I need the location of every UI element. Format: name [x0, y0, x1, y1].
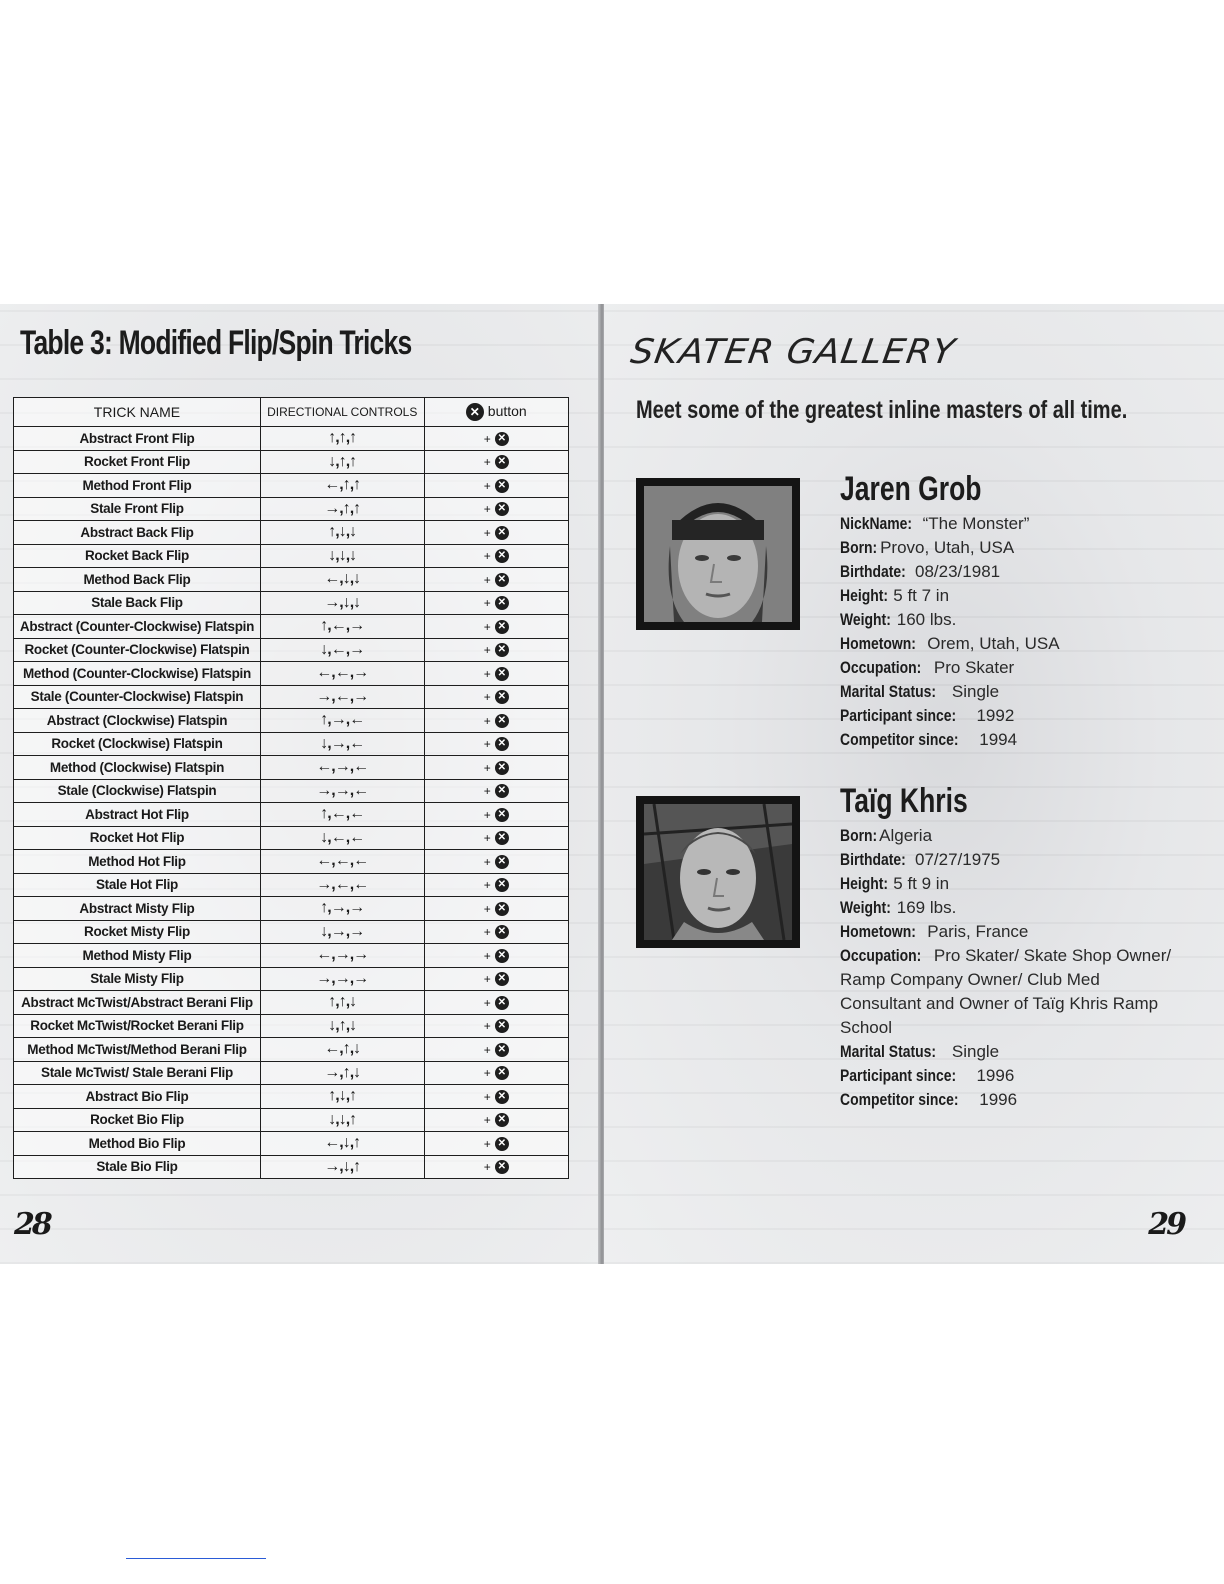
directional-controls-cell: ←,→,←: [260, 756, 424, 780]
tricks-table: [13, 397, 569, 1179]
plus-sign: +: [483, 502, 491, 517]
bio-field-label: Marital Status:: [840, 1042, 937, 1061]
trick-name-cell: Abstract McTwist/Abstract Berani Flip: [14, 991, 261, 1015]
button-cell: [424, 1155, 568, 1179]
skater-photo-taig-khris: [636, 796, 800, 948]
bio-field-value: 1992: [976, 706, 1015, 725]
plus-sign: +: [483, 1089, 491, 1104]
bio-field-label: Born:: [840, 826, 878, 845]
skater-bio-taig-khris: [840, 782, 1185, 1112]
bio-field: [840, 1088, 1185, 1112]
button-cell: [424, 732, 568, 756]
bio-fields: [840, 824, 1185, 1112]
bio-field: [840, 944, 1185, 1040]
plus-sign: +: [483, 525, 491, 540]
right-page: [604, 304, 1224, 1264]
table-row: [14, 897, 569, 921]
table-row: [14, 1061, 569, 1085]
bio-field-value: 1996: [976, 1066, 1015, 1085]
table-header-row: [14, 398, 569, 427]
directional-controls-cell: ↑,↑,↓: [260, 991, 424, 1015]
bio-field-label: Weight:: [840, 898, 891, 917]
skater-photo-jaren-grob: [636, 478, 800, 630]
button-cell: [424, 803, 568, 827]
plus-sign: +: [483, 643, 491, 658]
button-cell: [424, 850, 568, 874]
button-cell: [424, 521, 568, 545]
directional-controls-cell: ←,↑,↓: [260, 1038, 424, 1062]
table-row: [14, 967, 569, 991]
button-cell: [424, 1061, 568, 1085]
table-row: [14, 709, 569, 733]
directional-controls-cell: ↓,←,→: [260, 638, 424, 662]
bio-field-value: Single: [951, 1042, 1000, 1061]
trick-name-cell: Method Back Flip: [14, 568, 261, 592]
table-row: [14, 944, 569, 968]
trick-name-cell: Stale Back Flip: [14, 591, 261, 615]
table-row: [14, 873, 569, 897]
plus-sign: +: [483, 901, 491, 916]
header-button-label: button: [487, 402, 527, 419]
bio-field-value: 07/27/1975: [915, 850, 1001, 869]
button-cell: [424, 474, 568, 498]
header-button: [424, 398, 568, 427]
directional-controls-cell: →,↑,↓: [260, 1061, 424, 1085]
directional-controls-cell: ↓,↓,↓: [260, 544, 424, 568]
trick-name-cell: Method Bio Flip: [14, 1132, 261, 1156]
directional-controls-cell: ↑,←,←: [260, 803, 424, 827]
page-number-left: 28: [14, 1207, 50, 1242]
bio-field: [840, 920, 1185, 944]
button-cell: [424, 591, 568, 615]
trick-name-cell: Rocket Misty Flip: [14, 920, 261, 944]
directional-controls-cell: ↓,↑,↑: [260, 450, 424, 474]
plus-sign: +: [483, 596, 491, 611]
trick-name-cell: Abstract (Counter-Clockwise) Flatspin: [14, 615, 261, 639]
trick-name-cell: Stale Misty Flip: [14, 967, 261, 991]
plus-sign: +: [483, 549, 491, 564]
bio-field-label: Participant since:: [840, 1066, 957, 1085]
x-button-icon: ✕: [495, 902, 509, 916]
x-button-icon: ✕: [495, 643, 509, 657]
x-button-icon: ✕: [495, 455, 509, 469]
x-button-icon: ✕: [495, 573, 509, 587]
trick-name-cell: Stale McTwist/ Stale Berani Flip: [14, 1061, 261, 1085]
x-button-icon: ✕: [495, 737, 509, 751]
trick-name-cell: Abstract Misty Flip: [14, 897, 261, 921]
trick-name-cell: Method Front Flip: [14, 474, 261, 498]
portrait-image: [644, 804, 792, 940]
table-row: [14, 779, 569, 803]
button-cell: [424, 568, 568, 592]
bio-field: [840, 632, 1060, 656]
table-row: [14, 662, 569, 686]
directional-controls-cell: →,←,→: [260, 685, 424, 709]
plus-sign: +: [483, 737, 491, 752]
table-row: [14, 474, 569, 498]
trick-name-cell: Method (Counter-Clockwise) Flatspin: [14, 662, 261, 686]
bio-field: [840, 512, 1060, 536]
directional-controls-cell: ←,↓,↑: [260, 1132, 424, 1156]
plus-sign: +: [483, 807, 491, 822]
table-row: [14, 920, 569, 944]
table-row: [14, 826, 569, 850]
directional-controls-cell: →,↓,↑: [260, 1155, 424, 1179]
table-row: [14, 1085, 569, 1109]
table-row: [14, 638, 569, 662]
directional-controls-cell: ←,←,←: [260, 850, 424, 874]
plus-sign: +: [483, 478, 491, 493]
button-cell: [424, 638, 568, 662]
directional-controls-cell: ↓,↓,↑: [260, 1108, 424, 1132]
bio-field: [840, 704, 1060, 728]
page-number-right: 29: [1148, 1207, 1184, 1242]
trick-name-cell: Rocket McTwist/Rocket Berani Flip: [14, 1014, 261, 1038]
directional-controls-cell: ↓,↑,↓: [260, 1014, 424, 1038]
x-button-icon: ✕: [495, 549, 509, 563]
x-button-icon: ✕: [495, 596, 509, 610]
plus-sign: +: [483, 572, 491, 587]
skater-name: Taïg Khris: [840, 782, 968, 820]
gallery-intro: Meet some of the greatest inline masters of all time.: [636, 396, 1128, 424]
table-row: [14, 756, 569, 780]
plus-sign: +: [483, 760, 491, 775]
directional-controls-cell: ↑,↓,↓: [260, 521, 424, 545]
x-button-icon: ✕: [495, 690, 509, 704]
table-row: [14, 544, 569, 568]
button-cell: [424, 779, 568, 803]
bio-field-label: NickName:: [840, 514, 913, 533]
trick-name-cell: Method Hot Flip: [14, 850, 261, 874]
button-cell: [424, 544, 568, 568]
bio-field: [840, 656, 1060, 680]
x-button-icon: ✕: [495, 620, 509, 634]
table-row: [14, 1014, 569, 1038]
plus-sign: +: [483, 1066, 491, 1081]
button-cell: [424, 662, 568, 686]
bio-field: [840, 1040, 1185, 1064]
bio-field-label: Height:: [840, 586, 889, 605]
directional-controls-cell: ↑,←,→: [260, 615, 424, 639]
plus-sign: +: [483, 1160, 491, 1175]
x-button-icon: ✕: [466, 403, 484, 421]
plus-sign: +: [483, 854, 491, 869]
header-directional-controls: DIRECTIONAL CONTROLS: [260, 398, 424, 427]
x-button-icon: ✕: [495, 502, 509, 516]
directional-controls-cell: ↓,←,←: [260, 826, 424, 850]
bio-field-value: 1994: [979, 730, 1018, 749]
trick-name-cell: Stale (Clockwise) Flatspin: [14, 779, 261, 803]
x-button-icon: ✕: [495, 1043, 509, 1057]
button-cell: [424, 1085, 568, 1109]
tricks-table-body: [14, 427, 569, 1179]
bio-field: [840, 680, 1060, 704]
trick-name-cell: Abstract Hot Flip: [14, 803, 261, 827]
trick-name-cell: Method (Clockwise) Flatspin: [14, 756, 261, 780]
directional-controls-cell: ↑,↑,↑: [260, 427, 424, 451]
table-row: [14, 615, 569, 639]
bio-field-label: Participant since:: [840, 706, 957, 725]
bio-field-label: Weight:: [840, 610, 891, 629]
table-title: Table 3: Modified Flip/Spin Tricks: [20, 324, 412, 362]
trick-name-cell: Rocket Back Flip: [14, 544, 261, 568]
directional-controls-cell: ←,→,→: [260, 944, 424, 968]
table-row: [14, 591, 569, 615]
bio-field-value: Pro Skater: [933, 658, 1015, 677]
x-button-icon: ✕: [495, 1160, 509, 1174]
button-cell: [424, 1038, 568, 1062]
x-button-icon: ✕: [495, 432, 509, 446]
plus-sign: +: [483, 619, 491, 634]
x-button-icon: ✕: [495, 1137, 509, 1151]
plus-sign: +: [483, 455, 491, 470]
plus-sign: +: [483, 948, 491, 963]
bio-field-label: Height:: [840, 874, 889, 893]
trick-name-cell: Rocket Hot Flip: [14, 826, 261, 850]
bio-field: [840, 728, 1060, 752]
bio-field: [840, 560, 1060, 584]
plus-sign: +: [483, 1042, 491, 1057]
plus-sign: +: [483, 690, 491, 705]
bio-field-label: Competitor since:: [840, 1090, 959, 1109]
bio-field-label: Marital Status:: [840, 682, 937, 701]
bio-field-label: Birthdate:: [840, 850, 906, 869]
bio-field: [840, 608, 1060, 632]
bio-field: [840, 896, 1185, 920]
bio-field-value: “The Monster”: [922, 514, 1030, 533]
x-button-icon: ✕: [495, 479, 509, 493]
left-page: [0, 304, 600, 1264]
x-button-icon: ✕: [495, 831, 509, 845]
trick-name-cell: Stale Front Flip: [14, 497, 261, 521]
directional-controls-cell: →,↑,↑: [260, 497, 424, 521]
bio-field: [840, 1064, 1185, 1088]
button-cell: [424, 450, 568, 474]
table-row: [14, 732, 569, 756]
trick-name-cell: Method Misty Flip: [14, 944, 261, 968]
x-button-icon: ✕: [495, 761, 509, 775]
plus-sign: +: [483, 995, 491, 1010]
directional-controls-cell: →,→,←: [260, 779, 424, 803]
bio-field-label: Competitor since:: [840, 730, 959, 749]
table-row: [14, 427, 569, 451]
table-row: [14, 1108, 569, 1132]
directional-controls-cell: ←,←,→: [260, 662, 424, 686]
x-button-icon: ✕: [495, 1019, 509, 1033]
button-cell: [424, 944, 568, 968]
header-trick-name: TRICK NAME: [14, 398, 261, 427]
table-row: [14, 1132, 569, 1156]
plus-sign: +: [483, 1136, 491, 1151]
table-row: [14, 1155, 569, 1179]
button-cell: [424, 873, 568, 897]
trick-name-cell: Abstract Bio Flip: [14, 1085, 261, 1109]
blue-underline: [126, 1558, 266, 1559]
bio-field-value: 169 lbs.: [896, 898, 957, 917]
button-cell: [424, 1132, 568, 1156]
trick-name-cell: Abstract (Clockwise) Flatspin: [14, 709, 261, 733]
button-cell: [424, 920, 568, 944]
trick-name-cell: Abstract Front Flip: [14, 427, 261, 451]
skater-name: Jaren Grob: [840, 470, 982, 508]
button-cell: [424, 897, 568, 921]
bio-field-label: Occupation:: [840, 658, 922, 677]
table-row: [14, 685, 569, 709]
table-row: [14, 450, 569, 474]
directional-controls-cell: ←,↓,↓: [260, 568, 424, 592]
gallery-title: SKATER GALLERY: [628, 332, 959, 372]
plus-sign: +: [483, 431, 491, 446]
trick-name-cell: Method McTwist/Method Berani Flip: [14, 1038, 261, 1062]
x-button-icon: ✕: [495, 1066, 509, 1080]
trick-name-cell: Rocket Bio Flip: [14, 1108, 261, 1132]
button-cell: [424, 826, 568, 850]
trick-name-cell: Rocket (Clockwise) Flatspin: [14, 732, 261, 756]
table-row: [14, 1038, 569, 1062]
button-cell: [424, 427, 568, 451]
directional-controls-cell: →,→,→: [260, 967, 424, 991]
bio-field: [840, 872, 1185, 896]
plus-sign: +: [483, 1019, 491, 1034]
button-cell: [424, 1014, 568, 1038]
x-button-icon: ✕: [495, 667, 509, 681]
plus-sign: +: [483, 925, 491, 940]
manual-spread: [0, 304, 1224, 1264]
x-button-icon: ✕: [495, 808, 509, 822]
directional-controls-cell: →,↓,↓: [260, 591, 424, 615]
bio-field-value: Paris, France: [927, 922, 1029, 941]
skater-bio-jaren-grob: [840, 470, 1060, 752]
bio-field-label: Occupation:: [840, 946, 922, 965]
bio-field-value: 160 lbs.: [896, 610, 957, 629]
plus-sign: +: [483, 878, 491, 893]
button-cell: [424, 967, 568, 991]
directional-controls-cell: ↑,↓,↑: [260, 1085, 424, 1109]
bio-field-value: Pro Skater/ Skate Shop Owner/ Ramp Company Owner/ Club Med Consultant and Owner of Taïg Khris Ramp School: [840, 946, 1172, 1037]
plus-sign: +: [483, 1113, 491, 1128]
button-cell: [424, 709, 568, 733]
trick-name-cell: Stale Hot Flip: [14, 873, 261, 897]
bio-fields: [840, 512, 1060, 752]
trick-name-cell: Rocket Front Flip: [14, 450, 261, 474]
trick-name-cell: Stale (Counter-Clockwise) Flatspin: [14, 685, 261, 709]
bio-field-value: 5 ft 7 in: [893, 586, 950, 605]
bio-field-value: Orem, Utah, USA: [927, 634, 1060, 653]
table-row: [14, 497, 569, 521]
x-button-icon: ✕: [495, 972, 509, 986]
portrait-image: [644, 486, 792, 622]
bio-field-label: Born:: [840, 538, 878, 557]
bio-field-value: Provo, Utah, USA: [880, 538, 1015, 557]
bio-field-label: Hometown:: [840, 634, 916, 653]
table-row: [14, 991, 569, 1015]
directional-controls-cell: ↓,→,←: [260, 732, 424, 756]
button-cell: [424, 756, 568, 780]
x-button-icon: ✕: [495, 855, 509, 869]
bio-field: [840, 536, 1060, 560]
x-button-icon: ✕: [495, 714, 509, 728]
x-button-icon: ✕: [495, 1113, 509, 1127]
bio-field: [840, 584, 1060, 608]
directional-controls-cell: ←,↑,↑: [260, 474, 424, 498]
plus-sign: +: [483, 784, 491, 799]
bio-field: [840, 824, 1185, 848]
bio-field-value: Algeria: [879, 826, 933, 845]
plus-sign: +: [483, 666, 491, 681]
x-button-icon: ✕: [495, 949, 509, 963]
bio-field-value: 5 ft 9 in: [893, 874, 950, 893]
x-button-icon: ✕: [495, 878, 509, 892]
table-row: [14, 803, 569, 827]
x-button-icon: ✕: [495, 996, 509, 1010]
plus-sign: +: [483, 713, 491, 728]
table-row: [14, 521, 569, 545]
trick-name-cell: Stale Bio Flip: [14, 1155, 261, 1179]
x-button-icon: ✕: [495, 526, 509, 540]
directional-controls-cell: ↓,→,→: [260, 920, 424, 944]
button-cell: [424, 685, 568, 709]
x-button-icon: ✕: [495, 1090, 509, 1104]
plus-sign: +: [483, 831, 491, 846]
bio-field: [840, 848, 1185, 872]
button-cell: [424, 615, 568, 639]
table-row: [14, 850, 569, 874]
bio-field-value: 08/23/1981: [915, 562, 1001, 581]
bio-field-value: Single: [951, 682, 1000, 701]
directional-controls-cell: ↑,→,→: [260, 897, 424, 921]
bio-field-value: 1996: [979, 1090, 1018, 1109]
plus-sign: +: [483, 972, 491, 987]
button-cell: [424, 497, 568, 521]
button-cell: [424, 1108, 568, 1132]
button-cell: [424, 991, 568, 1015]
trick-name-cell: Rocket (Counter-Clockwise) Flatspin: [14, 638, 261, 662]
bio-field-label: Birthdate:: [840, 562, 906, 581]
directional-controls-cell: →,←,←: [260, 873, 424, 897]
table-row: [14, 568, 569, 592]
x-button-icon: ✕: [495, 784, 509, 798]
x-button-icon: ✕: [495, 925, 509, 939]
bio-field-label: Hometown:: [840, 922, 916, 941]
trick-name-cell: Abstract Back Flip: [14, 521, 261, 545]
directional-controls-cell: ↑,→,←: [260, 709, 424, 733]
